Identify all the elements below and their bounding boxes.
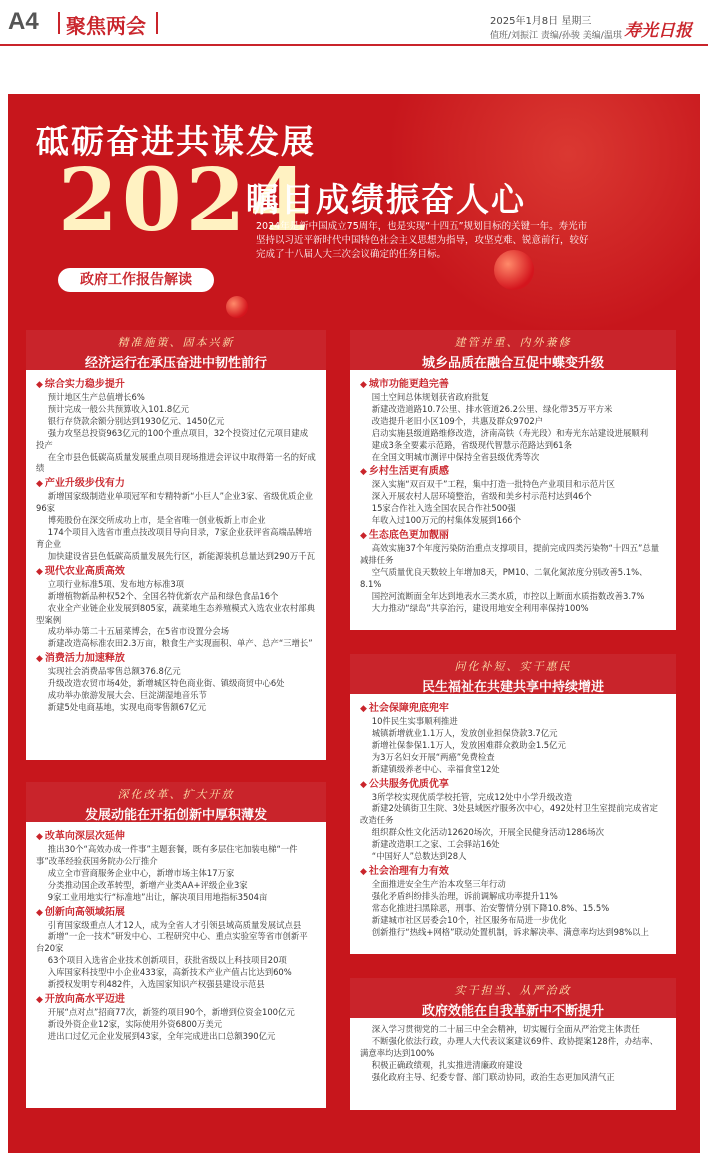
section-heading bbox=[360, 702, 666, 716]
list-item: 博苑股份在深交所成功上市，是全省唯一创业板新上市企业 bbox=[47, 515, 266, 526]
list-item: 强化矛盾纠纷排头治理，诉前调解成功率提升11% bbox=[371, 890, 558, 901]
diamond-bullet-icon: ◆ bbox=[36, 380, 43, 390]
list-item: 大力推动“绿岛”共享治污，建设用地安全利用率保持100% bbox=[371, 602, 589, 613]
section-heading bbox=[36, 652, 316, 666]
list-item: 城镇新增就业1.1万人，发放创业担保贷款3.7亿元 bbox=[371, 727, 558, 738]
panel-body bbox=[26, 370, 326, 760]
diamond-bullet-icon: ◆ bbox=[36, 832, 43, 842]
list-item: 新设外资企业12家，实际使用外资6800万美元 bbox=[47, 1018, 223, 1029]
list-item: 15家合作社入选全国农民合作社500强 bbox=[371, 503, 516, 514]
list-item: 成立全市营商服务企业中心，新增市场主体17万家 bbox=[47, 867, 235, 878]
list-item: 在全国文明城市测评中保持全省县级优秀等次 bbox=[371, 451, 540, 462]
panel-headline: 经济运行在承压奋进中韧性前行 bbox=[84, 356, 267, 371]
list-item: 强力攻坚总投资963亿元的100个重点项目，32个投资过亿元项目建成投产 bbox=[36, 427, 309, 450]
section-heading bbox=[36, 477, 316, 491]
list-item: 引育国家级重点人才12人，成为全省人才引领县域高质量发展试点县 bbox=[47, 919, 302, 930]
list-item: 新增国家级制造业单项冠军和专精特新“小巨人”企业3家、省级优质企业96家 bbox=[36, 491, 314, 514]
section-heading-text: 现代农业高质高效 bbox=[44, 565, 125, 577]
divider bbox=[156, 12, 158, 34]
panel-headline: 城乡品质在融合互促中蝶变升级 bbox=[421, 356, 604, 371]
list-item: 新增植物新品种权52个、全国名特优新农产品和绿色食品16个 bbox=[47, 590, 279, 601]
panel-header bbox=[26, 330, 326, 370]
list-item: 升级改造农贸市场4处，新增城区特色商业街、镇级商贸中心6处 bbox=[47, 678, 285, 689]
hero-year: 2024 bbox=[58, 150, 314, 251]
list-item: 新建改造道路10.7公里、排水管道26.2公里、绿化带35万平方米 bbox=[371, 403, 613, 414]
list-item: 新建镇级养老中心、幸福食堂12处 bbox=[371, 763, 500, 774]
panel-kicker: 问化补短、实干惠民 bbox=[454, 660, 572, 673]
divider bbox=[58, 12, 60, 34]
list-item: 为3万名妇女开展“两癌”免费检查 bbox=[371, 751, 495, 762]
list-item: 全面推进安全生产治本攻坚三年行动 bbox=[371, 878, 506, 889]
section-heading bbox=[360, 378, 666, 392]
section-heading bbox=[360, 865, 666, 879]
section-heading-text: 社会保障兜底兜牢 bbox=[368, 703, 449, 714]
section-heading bbox=[360, 465, 666, 479]
section-heading-text: 产业升级步伐有力 bbox=[44, 478, 125, 490]
list-item: 分类推动国企改革转型，新增产业类AA+评级企业3家 bbox=[47, 879, 248, 890]
section-heading bbox=[360, 778, 666, 792]
list-item: 年收入过100万元的村集体发展到166个 bbox=[371, 515, 521, 526]
list-item: 国控河流断面全年达到地表水三类水质，市控以上断面水质指数改善3.7% bbox=[371, 590, 645, 601]
section-heading-text: 乡村生活更有质感 bbox=[368, 466, 449, 478]
diamond-bullet-icon: ◆ bbox=[360, 467, 367, 478]
diamond-bullet-icon: ◆ bbox=[360, 380, 367, 390]
panel-kicker: 建管并重、内外兼修 bbox=[454, 336, 572, 349]
list-item: 常态化推进扫黑除恶，刑事、治安警情分别下降10.8%、15.5% bbox=[371, 902, 610, 913]
panel-header bbox=[350, 654, 676, 694]
intro-paragraph: 2024年是新中国成立75周年，也是实现“十四五”规划目标的关键一年。寿光市坚持以习近平新时代中国特色社会主义思想为指导，攻坚克难、锐意前行，较好完成了十八届人大三次会议确定的任务目标。 bbox=[256, 221, 589, 260]
list-item: 不断强化依法行政，办理人大代表议案建议69件、政协提案128件，办结率、满意率均达到100% bbox=[360, 1035, 659, 1058]
section-heading bbox=[36, 906, 316, 920]
list-item: 深入实施“双百双千”工程，集中打造一批特色产业项目和示范片区 bbox=[371, 479, 615, 490]
list-item: 开展“点对点”招商77次，新签约项目90个，新增到位资金100亿元 bbox=[47, 1006, 295, 1017]
list-item: “中国好人”总数达到28人 bbox=[371, 851, 467, 862]
list-item: 深入开展农村人居环境整治，省级和美乡村示范村达到46个 bbox=[371, 491, 592, 502]
diamond-bullet-icon: ◆ bbox=[36, 994, 43, 1005]
section-heading bbox=[36, 993, 316, 1007]
section-heading-text: 综合实力稳步提升 bbox=[44, 379, 125, 390]
panel-kicker: 深化改革、扩大开放 bbox=[117, 788, 235, 801]
list-item: 成功举办旅游发展大会、巨淀湖湿地音乐节 bbox=[47, 690, 207, 701]
panel-header bbox=[350, 330, 676, 370]
list-item: 174个项目入选省市重点技改项目导向目录，7家企业获评省高端品牌培育企业 bbox=[36, 527, 312, 549]
list-item: 新建2处镇街卫生院、3处县域医疗服务次中心，492处村卫生室提前完成省定改造任务 bbox=[360, 803, 659, 826]
section-heading bbox=[360, 529, 666, 543]
list-item: 空气质量优良天数较上年增加8天，PM10、二氧化氮浓度分别改善5.1%、8.1% bbox=[360, 566, 648, 589]
panel-header bbox=[350, 978, 676, 1018]
report-tag: 政府工作报告解读 bbox=[58, 268, 214, 292]
panel-body bbox=[26, 822, 326, 1108]
list-item: 新建城市社区居委会10个，社区服务布局进一步优化 bbox=[371, 914, 567, 925]
editors-credit: 值班/刘振江 责编/孙骏 美编/温琪 bbox=[490, 31, 622, 41]
section-heading-text: 生态底色更加靓丽 bbox=[368, 530, 449, 542]
list-item: 国土空间总体规划获省政府批复 bbox=[371, 392, 489, 402]
list-item: 改造提升老旧小区109个，共惠及群众9702户 bbox=[371, 415, 544, 426]
list-item: 实现社会消费品零售总额376.8亿元 bbox=[47, 666, 181, 677]
panel-kicker: 精准施策、固本兴新 bbox=[117, 336, 235, 349]
list-item: 63个项目入选省企业技术创新项目，获批省级以上科技项目20项 bbox=[47, 955, 287, 966]
list-item: 推出30个“高效办成一件事”主题套餐，既有多层住宅加装电梯“一件事”改革经验获国务院办公厅推介 bbox=[36, 844, 298, 866]
section-heading-text: 开放向高水平迈进 bbox=[44, 993, 125, 1005]
section-title: 聚焦两会 bbox=[66, 14, 146, 38]
newspaper-logo: 寿光日报 bbox=[624, 21, 692, 41]
section-heading-text: 改革向深层次延伸 bbox=[44, 831, 125, 842]
diamond-bullet-icon: ◆ bbox=[360, 531, 367, 542]
panel-body bbox=[350, 370, 676, 630]
panel-headline: 民生福祉在共建共享中持续增进 bbox=[421, 680, 604, 695]
panel-headline: 政府效能在自我革新中不断提升 bbox=[421, 1004, 604, 1019]
list-item: 进出口过亿元企业发展到43家，全年完成进出口总额390亿元 bbox=[47, 1030, 276, 1041]
hero-title: 砥砺奋进共谋发展 bbox=[36, 122, 316, 161]
panel-urban bbox=[350, 330, 676, 630]
list-item: 创新推行“热线+网格”联动处置机制，诉求解决率、满意率均达到98%以上 bbox=[371, 926, 649, 937]
list-item: 农业全产业链企业发展到805家，蔬菜地生态养殖模式入选农业农村部典型案例 bbox=[36, 602, 315, 625]
list-item: 强化政府主导、纪委专督、部门联动协同，政治生态更加风清气正 bbox=[371, 1071, 615, 1082]
section-heading-text: 社会治理有力有效 bbox=[368, 865, 449, 877]
list-item: 建成3条全要素示范路，省级现代智慧示范路达到61条 bbox=[371, 439, 572, 450]
panel-header bbox=[26, 782, 326, 822]
panel-government bbox=[350, 978, 676, 1110]
panel-kicker: 实干担当、从严治政 bbox=[454, 984, 572, 997]
list-item: 新建改造职工之家、工会驿站16处 bbox=[371, 839, 500, 850]
section-heading bbox=[36, 378, 316, 392]
section-heading-text: 公共服务优质优享 bbox=[368, 778, 449, 790]
diamond-bullet-icon: ◆ bbox=[36, 479, 43, 490]
list-item: 积极正确政绩观，扎实推进清廉政府建设 bbox=[371, 1059, 523, 1070]
panel-body bbox=[350, 694, 676, 954]
page-number: A4 bbox=[8, 8, 39, 35]
diamond-bullet-icon: ◆ bbox=[36, 654, 43, 665]
list-item: 新建5处电商基地，实现电商零售额67亿元 bbox=[47, 701, 207, 712]
issue-date: 2025年1月8日 星期三 bbox=[490, 16, 592, 27]
panel-body bbox=[350, 1018, 676, 1110]
section-heading bbox=[36, 565, 316, 579]
section-heading-text: 城市功能更趋完善 bbox=[368, 379, 449, 390]
panel-headline: 发展动能在开拓创新中厚积薄发 bbox=[84, 808, 267, 823]
list-item: 新授权发明专利482件，入选国家知识产权强县建设示范县 bbox=[47, 979, 265, 990]
masthead bbox=[0, 0, 708, 46]
list-item: 新建改造高标准农田2.3万亩，粮食生产实现面积、单产、总产“三增长” bbox=[47, 638, 313, 649]
list-item: 加快建设省县色低碳高质量发展先行区，新能源装机总量达到290万千瓦 bbox=[47, 550, 315, 561]
diamond-bullet-icon: ◆ bbox=[36, 907, 43, 918]
list-item: 成功举办第二十五届菜博会，在5省市设置分会场 bbox=[47, 626, 229, 637]
list-item: 银行存贷款余额分别达到1930亿元、1450亿元 bbox=[47, 415, 225, 426]
section-heading-text: 创新向高领域拓展 bbox=[44, 906, 125, 918]
list-item: 高效实施37个年度污染防治重点支撑项目，提前完成四类污染物“十四五”总量减排任务 bbox=[360, 543, 660, 565]
hero-subtitle: 瞩目成绩振奋人心 bbox=[246, 180, 526, 219]
panel-welfare bbox=[350, 654, 676, 954]
list-item: 深入学习贯彻党的二十届三中全会精神，切实履行全面从严治党主体责任 bbox=[371, 1024, 640, 1034]
section-heading-text: 消费活力加速释放 bbox=[44, 653, 125, 665]
list-item: 9家工业用地实行“标准地”出让，解决项目用地指标3504亩 bbox=[47, 891, 268, 902]
list-item: 3所学校实现优质学校托管，完成12处中小学升级改造 bbox=[371, 791, 572, 802]
panel-economy bbox=[26, 330, 326, 760]
list-item: 启动实施县级道路维修改造，济南高铁（寿光段）和寿光东站建设进展顺利 bbox=[371, 427, 649, 438]
diamond-bullet-icon: ◆ bbox=[360, 704, 367, 714]
list-item: 10件民生实事顺利推进 bbox=[371, 716, 458, 726]
diamond-bullet-icon: ◆ bbox=[36, 566, 43, 577]
list-item: 组织群众性文化活动12620场次，开展全民健身活动1286场次 bbox=[371, 827, 604, 838]
list-item: 立项行业标准5项、发布地方标准3项 bbox=[47, 578, 185, 589]
list-item: 新增“一企一技术”研发中心、工程研究中心、重点实验室等省市创新平台20家 bbox=[36, 931, 308, 954]
decorative-ball bbox=[226, 296, 248, 318]
list-item: 在全市县色低碳高质量发展重点项目现场推进会评议中取得第一名的好成绩 bbox=[36, 451, 316, 474]
section-heading bbox=[36, 830, 316, 844]
list-item: 入库国家科技型中小企业433家，高新技术产业产值占比达到60% bbox=[47, 967, 292, 978]
list-item: 新增社保参保1.1万人，发放困难群众救助金1.5亿元 bbox=[371, 739, 566, 750]
list-item: 预计地区生产总值增长6% bbox=[47, 392, 145, 402]
diamond-bullet-icon: ◆ bbox=[360, 866, 367, 877]
panel-reform bbox=[26, 782, 326, 1108]
list-item: 预计完成一般公共预算收入101.8亿元 bbox=[47, 403, 189, 414]
diamond-bullet-icon: ◆ bbox=[360, 779, 367, 790]
